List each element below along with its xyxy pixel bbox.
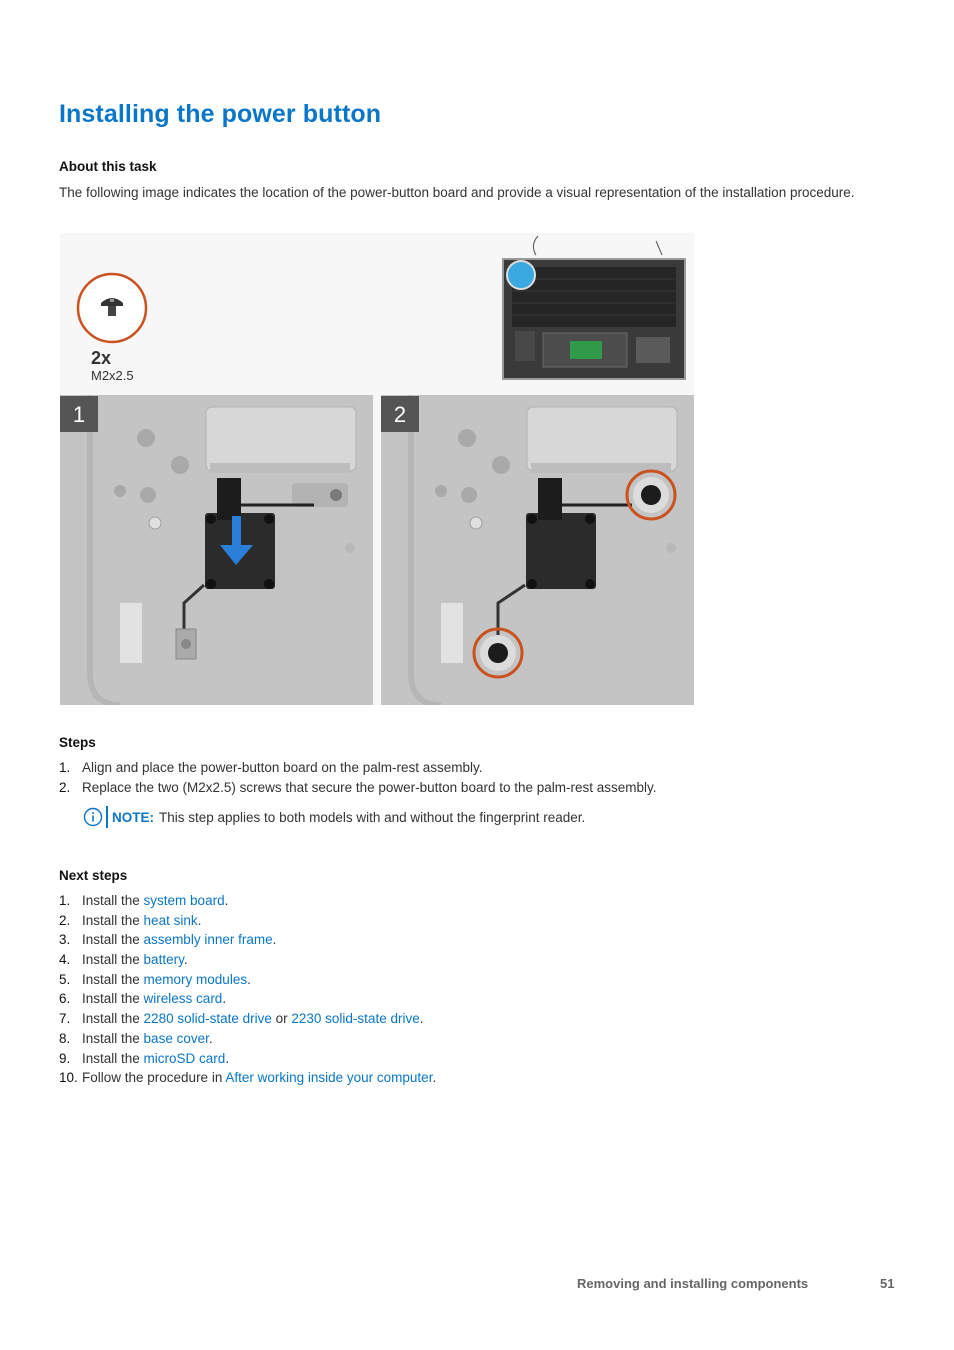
step-1-panel [60, 395, 373, 705]
note-text: This step applies to both models with and without the fingerprint reader. [159, 809, 586, 825]
link-memory-modules[interactable]: memory modules [143, 971, 248, 987]
steps-heading: Steps [59, 735, 96, 750]
info-icon [83, 807, 103, 827]
link-base-cover[interactable]: base cover [143, 1030, 209, 1046]
link-heat-sink[interactable]: heat sink [143, 912, 198, 928]
about-task-heading: About this task [59, 159, 157, 174]
page-number: 51 [880, 1276, 895, 1291]
screw-type: M2x2.5 [91, 368, 134, 383]
note-callout [83, 806, 585, 828]
link-2230-ssd[interactable]: 2230 solid-state drive [291, 1011, 420, 1027]
step-item: 2. Replace the two (M2x2.5) screws that secure the power-button board to the palm-rest assembly. [59, 779, 657, 795]
screw-count: 2x [91, 348, 112, 368]
next-step-item: 7. Install the 2280 solid-state drive or 2230 solid-state drive. [59, 1011, 424, 1027]
next-step-item: 9. Install the microSD card. [59, 1050, 230, 1066]
step-2-panel [381, 395, 694, 705]
next-step-item: 5. Install the memory modules. [59, 971, 251, 987]
next-step-item: 6. Install the wireless card. [59, 991, 227, 1007]
link-battery[interactable]: battery [143, 952, 184, 968]
about-task-text: The following image indicates the location of the power-button board and provide a visual representation of the installation procedure. [59, 185, 855, 200]
link-wireless-card[interactable]: wireless card [143, 991, 223, 1007]
link-2280-ssd[interactable]: 2280 solid-state drive [143, 1011, 272, 1027]
link-after-working-inside[interactable]: After working inside your computer [225, 1070, 433, 1086]
step-1-badge: 1 [72, 402, 86, 427]
next-step-item: 4. Install the battery. [59, 952, 188, 968]
step-2-badge: 2 [393, 402, 407, 427]
footer-section-title: Removing and installing components [577, 1276, 809, 1291]
link-microsd-card[interactable]: microSD card [143, 1050, 226, 1066]
next-step-item: 2. Install the heat sink. [59, 912, 202, 928]
next-steps-list [59, 891, 436, 1088]
next-step-item: 8. Install the base cover. [59, 1030, 213, 1046]
next-step-item: 1. Install the system board. [59, 893, 229, 908]
page-title: Installing the power button [59, 100, 382, 128]
installation-figure [60, 233, 694, 705]
next-step-item: 10. Follow the procedure in After working inside your computer. [59, 1070, 437, 1086]
note-label: NOTE: [112, 809, 154, 825]
steps-list [59, 758, 657, 797]
link-assembly-inner-frame[interactable]: assembly inner frame [143, 932, 273, 948]
screw-callout [78, 274, 146, 342]
power-button-location-marker [507, 261, 535, 289]
next-steps-heading: Next steps [59, 868, 128, 883]
link-system-board[interactable]: system board [143, 893, 225, 908]
note-divider [106, 806, 108, 828]
next-step-item: 3. Install the assembly inner frame. [59, 932, 277, 948]
step-item: 1. Align and place the power-button board on the palm-rest assembly. [59, 760, 483, 775]
